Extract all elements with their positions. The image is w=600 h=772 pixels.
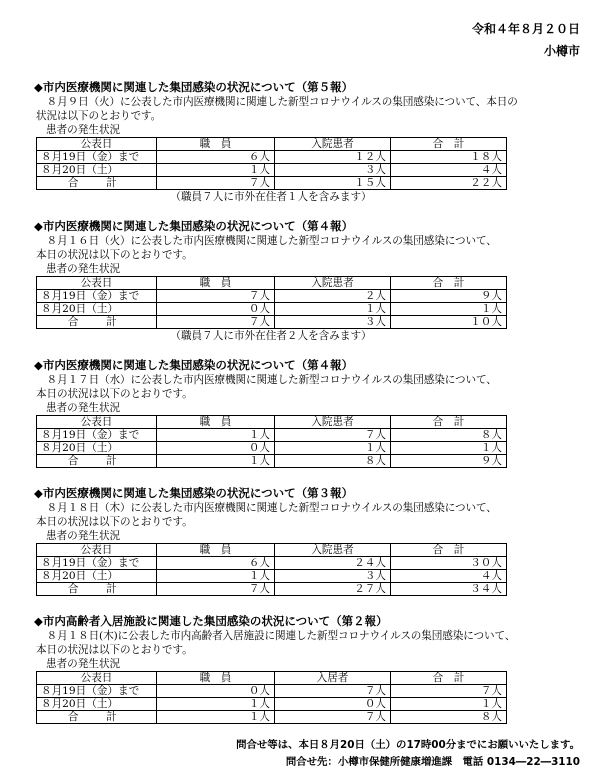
total-count-cell: ４人 <box>391 570 507 583</box>
table-row <box>37 303 507 316</box>
table-caption: 患者の発生状況 <box>46 263 121 275</box>
table-caption: 患者の発生状況 <box>46 402 121 414</box>
total-count-cell: ４人 <box>391 164 507 177</box>
table-row <box>37 164 507 177</box>
staff-count-cell: ７人 <box>157 290 275 303</box>
table-total-row <box>37 583 507 596</box>
table-row <box>37 429 507 442</box>
case-table <box>36 671 507 724</box>
section-body-line-2: 本日の状況は以下のとおりです。 <box>36 516 193 528</box>
section-title: ◆市内医療機関に関連した集団感染の状況について（第４報） <box>34 358 354 372</box>
staff-count-cell: １人 <box>157 455 275 468</box>
case-table <box>36 543 507 596</box>
case-table <box>36 137 507 190</box>
patient-count-cell: １人 <box>275 442 391 455</box>
table-header-row <box>37 672 507 685</box>
section-title: ◆市内高齢者入居施設に関連した集団感染の状況について（第２報） <box>34 614 388 628</box>
total-label-cell: 合 計 <box>37 711 157 724</box>
table-row <box>37 570 507 583</box>
total-count-cell: ２２人 <box>391 177 507 190</box>
patient-count-cell: １人 <box>275 303 391 316</box>
section-body-line-1: ８月１８日(木)に公表した市内高齢者入居施設に関連した新型コロナウイルスの集団感染について、 <box>46 630 516 642</box>
table-total-row <box>37 177 507 190</box>
document-date: 令和４年８月２０日 <box>471 22 580 36</box>
total-count-cell: ７人 <box>391 685 507 698</box>
report-section-2 <box>36 219 584 343</box>
total-count-cell: ９人 <box>391 290 507 303</box>
resident-count-cell: ０人 <box>275 698 391 711</box>
total-label-cell: 合 計 <box>37 455 157 468</box>
header-cell-residents: 入居者 <box>275 672 391 685</box>
total-label-cell: 合 計 <box>37 583 157 596</box>
row-date-cell: ８月20日（土） <box>37 570 157 583</box>
header-cell-patients: 入院患者 <box>275 277 391 290</box>
section-body <box>36 95 584 123</box>
total-label-cell: 合 計 <box>37 177 157 190</box>
header-cell-date: 公表日 <box>37 544 157 557</box>
table-header-row <box>37 138 507 151</box>
staff-count-cell: ７人 <box>157 583 275 596</box>
table-caption: 患者の発生状況 <box>46 658 121 670</box>
row-date-cell: ８月19日（金）まで <box>37 151 157 164</box>
patient-count-cell: １５人 <box>275 177 391 190</box>
row-date-cell: ８月19日（金）まで <box>37 429 157 442</box>
table-row <box>37 685 507 698</box>
row-date-cell: ８月19日（金）まで <box>37 557 157 570</box>
report-section-4 <box>36 486 584 596</box>
header-cell-total: 合 計 <box>391 416 507 429</box>
header-cell-date: 公表日 <box>37 416 157 429</box>
staff-count-cell: １人 <box>157 164 275 177</box>
table-row <box>37 290 507 303</box>
section-body <box>36 629 584 657</box>
table-row <box>37 151 507 164</box>
staff-count-cell: ０人 <box>157 685 275 698</box>
resident-count-cell: ７人 <box>275 711 391 724</box>
header-cell-patients: 入院患者 <box>275 416 391 429</box>
header-cell-total: 合 計 <box>391 277 507 290</box>
report-section-1 <box>36 80 584 204</box>
table-header-row <box>37 544 507 557</box>
patient-count-cell: ２７人 <box>275 583 391 596</box>
section-body-line-2: 状況は以下のとおりです。 <box>36 110 162 122</box>
section-body-line-2: 本日の状況は以下のとおりです。 <box>36 644 193 656</box>
header-cell-date: 公表日 <box>37 277 157 290</box>
table-note: （職員７人に市外在住者２人を含みます） <box>170 330 372 342</box>
total-count-cell: ９人 <box>391 455 507 468</box>
section-body <box>36 501 584 529</box>
total-label-cell: 合 計 <box>37 316 157 329</box>
header-cell-patients: 入院患者 <box>275 544 391 557</box>
patient-count-cell: ８人 <box>275 455 391 468</box>
staff-count-cell: １人 <box>157 570 275 583</box>
patient-count-cell: ２人 <box>275 290 391 303</box>
patient-count-cell: ７人 <box>275 429 391 442</box>
contact-info: 問合せ先：小樽市保健所健康増進課 電話 0134―22―3110 <box>285 756 580 768</box>
row-date-cell: ８月20日（土） <box>37 303 157 316</box>
table-row <box>37 698 507 711</box>
total-count-cell: １人 <box>391 303 507 316</box>
header-cell-staff: 職 員 <box>157 672 275 685</box>
total-count-cell: １人 <box>391 442 507 455</box>
total-count-cell: ８人 <box>391 429 507 442</box>
staff-count-cell: １人 <box>157 711 275 724</box>
header-cell-staff: 職 員 <box>157 416 275 429</box>
resident-count-cell: ７人 <box>275 685 391 698</box>
section-body-line-1: ８月１７日（水）に公表した市内医療機関に関連した新型コロナウイルスの集団感染について、 <box>46 374 497 386</box>
report-section-3 <box>36 358 584 468</box>
header-cell-total: 合 計 <box>391 544 507 557</box>
header-cell-total: 合 計 <box>391 672 507 685</box>
section-title: ◆市内医療機関に関連した集団感染の状況について（第４報） <box>34 219 354 233</box>
total-count-cell: １０人 <box>391 316 507 329</box>
staff-count-cell: ７人 <box>157 316 275 329</box>
staff-count-cell: ６人 <box>157 151 275 164</box>
table-caption: 患者の発生状況 <box>46 124 121 136</box>
table-note: （職員７人に市外在住者１人を含みます） <box>170 191 372 203</box>
issuer-city: 小樽市 <box>543 44 580 58</box>
row-date-cell: ８月20日（土） <box>37 164 157 177</box>
row-date-cell: ８月19日（金）まで <box>37 290 157 303</box>
header-cell-total: 合 計 <box>391 138 507 151</box>
total-count-cell: ８人 <box>391 711 507 724</box>
patient-count-cell: ３人 <box>275 316 391 329</box>
section-body-line-2: 本日の状況は以下のとおりです。 <box>36 249 193 261</box>
section-body-line-1: ８月９日（火）に公表した市内医療機関に関連した新型コロナウイルスの集団感染について、本日の <box>46 96 518 108</box>
staff-count-cell: １人 <box>157 429 275 442</box>
header-cell-staff: 職 員 <box>157 277 275 290</box>
patient-count-cell: ３人 <box>275 164 391 177</box>
row-date-cell: ８月20日（土） <box>37 698 157 711</box>
section-title: ◆市内医療機関に関連した集団感染の状況について（第３報） <box>34 486 354 500</box>
section-body-line-2: 本日の状況は以下のとおりです。 <box>36 388 193 400</box>
patient-count-cell: １２人 <box>275 151 391 164</box>
total-count-cell: １８人 <box>391 151 507 164</box>
table-header-row <box>37 416 507 429</box>
case-table <box>36 415 507 468</box>
section-body <box>36 373 584 401</box>
staff-count-cell: ０人 <box>157 442 275 455</box>
row-date-cell: ８月19日（金）まで <box>37 685 157 698</box>
section-body-line-1: ８月１６日（火）に公表した市内医療機関に関連した新型コロナウイルスの集団感染について、 <box>46 235 497 247</box>
section-body-line-1: ８月１８日（木）に公表した市内医療機関に関連した新型コロナウイルスの集団感染について、 <box>46 502 497 514</box>
patient-count-cell: ２４人 <box>275 557 391 570</box>
patient-count-cell: ３人 <box>275 570 391 583</box>
table-total-row <box>37 455 507 468</box>
staff-count-cell: ７人 <box>157 177 275 190</box>
table-total-row <box>37 316 507 329</box>
total-count-cell: ３４人 <box>391 583 507 596</box>
header-cell-date: 公表日 <box>37 672 157 685</box>
header-cell-staff: 職 員 <box>157 544 275 557</box>
staff-count-cell: ０人 <box>157 303 275 316</box>
header-cell-staff: 職 員 <box>157 138 275 151</box>
inquiry-deadline: 問合せ等は、本日８月20日（土）の17時00分までにお願いいたします。 <box>236 739 580 751</box>
header-cell-date: 公表日 <box>37 138 157 151</box>
staff-count-cell: １人 <box>157 698 275 711</box>
case-table <box>36 276 507 329</box>
table-caption: 患者の発生状況 <box>46 530 121 542</box>
row-date-cell: ８月20日（土） <box>37 442 157 455</box>
staff-count-cell: ６人 <box>157 557 275 570</box>
table-row <box>37 442 507 455</box>
section-title: ◆市内医療機関に関連した集団感染の状況について（第５報） <box>34 80 354 94</box>
table-header-row <box>37 277 507 290</box>
total-count-cell: ３０人 <box>391 557 507 570</box>
section-body <box>36 234 584 262</box>
total-count-cell: １人 <box>391 698 507 711</box>
table-row <box>37 557 507 570</box>
report-section-5 <box>36 614 584 724</box>
table-total-row <box>37 711 507 724</box>
header-cell-patients: 入院患者 <box>275 138 391 151</box>
